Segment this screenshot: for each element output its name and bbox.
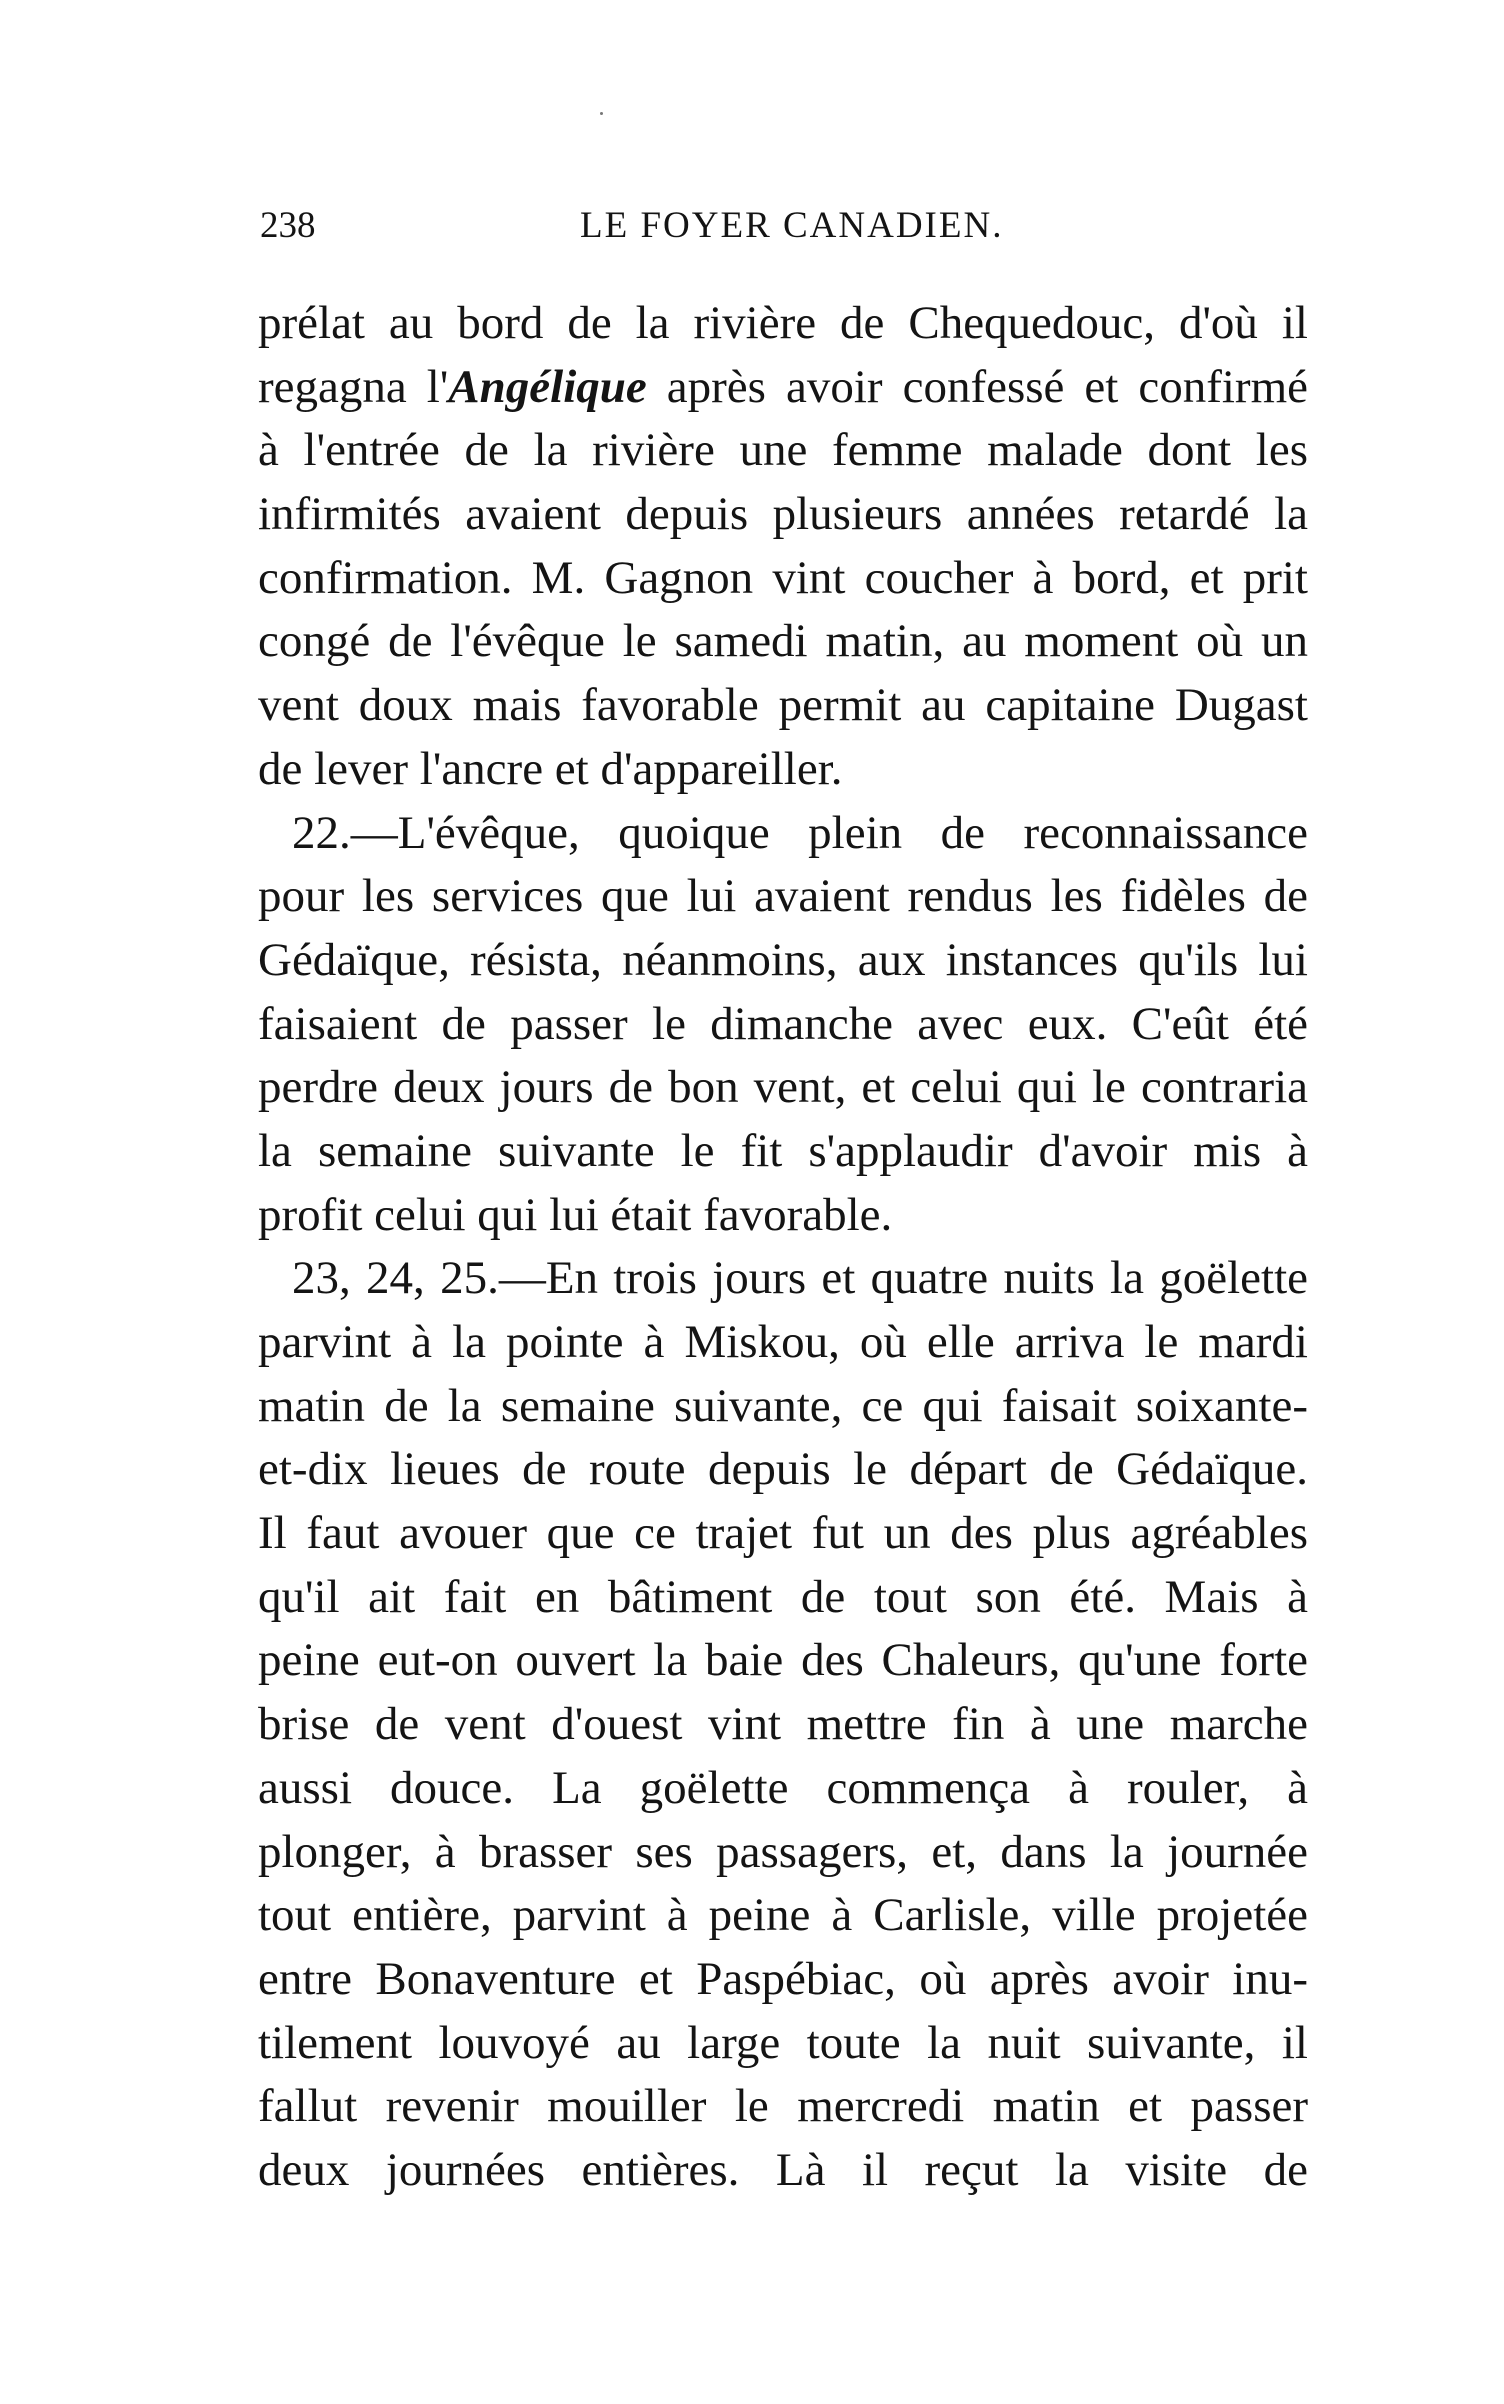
text-line: vent doux mais favorable permit au capitaine Dugast	[258, 679, 1308, 732]
body-text	[258, 292, 1308, 2203]
page-number: 238	[260, 205, 316, 246]
text-line: infirmités avaient depuis plusieurs années retardé la	[258, 488, 1308, 541]
text-line: à l'entrée de la rivière une femme malade dont les	[258, 424, 1308, 477]
print-speck	[600, 112, 603, 115]
text-line: regagna l'Angélique après avoir confessé et confirmé	[258, 360, 1309, 413]
text-line: confirmation. M. Gagnon vint coucher à bord, et prit	[258, 551, 1308, 604]
text-line: brise de vent d'ouest vint mettre fin à une marche	[258, 1698, 1308, 1751]
text-line: 23, 24, 25.—En trois jours et quatre nuits la goëlette	[292, 1252, 1308, 1305]
text-line: deux journées entières. Là il reçut la visite de	[258, 2143, 1308, 2196]
text-line: entre Bonaventure et Paspébiac, où après avoir inu-	[258, 1952, 1308, 2005]
text-line: profit celui qui lui était favorable.	[258, 1188, 893, 1241]
text-line: Gédaïque, résista, néanmoins, aux instances qu'ils lui	[258, 933, 1308, 986]
text-line: la semaine suivante le fit s'applaudir d'avoir mis à	[258, 1124, 1308, 1177]
text-line: tout entière, parvint à peine à Carlisle, ville projetée	[258, 1889, 1308, 1942]
text-line: perdre deux jours de bon vent, et celui qui le contraria	[258, 1061, 1308, 1114]
page-header	[260, 196, 1300, 256]
text-line: plonger, à brasser ses passagers, et, dans la journée	[258, 1825, 1308, 1878]
ship-name: Angélique	[448, 360, 647, 413]
running-title: LE FOYER CANADIEN.	[580, 205, 1004, 246]
text-line: tilement louvoyé au large toute la nuit suivante, il	[258, 2016, 1308, 2069]
text-line: prélat au bord de la rivière de Chequedouc, d'où il	[258, 297, 1308, 349]
text-line: de lever l'ancre et d'appareiller.	[258, 742, 843, 795]
text-line: congé de l'évêque le samedi matin, au moment où un	[258, 615, 1308, 668]
text-line: qu'il ait fait en bâtiment de tout son été. Mais à	[258, 1570, 1308, 1623]
text-line: fallut revenir mouiller le mercredi matin et passer	[258, 2080, 1308, 2133]
text-line: Il faut avouer que ce trajet fut un des plus agréables	[258, 1507, 1308, 1560]
text-line: parvint à la pointe à Miskou, où elle arriva le mardi	[258, 1316, 1308, 1368]
text-line: 22.—L'évêque, quoique plein de reconnaissance	[292, 806, 1308, 859]
text-line: et-dix lieues de route depuis le départ de Gédaïque.	[258, 1443, 1308, 1496]
text-line: pour les services que lui avaient rendus les fidèles de	[258, 870, 1308, 923]
text-line: peine eut-on ouvert la baie des Chaleurs, qu'une forte	[258, 1634, 1308, 1687]
text-line: faisaient de passer le dimanche avec eux. C'eût été	[258, 997, 1308, 1050]
text-line: aussi douce. La goëlette commença à rouler, à	[258, 1761, 1308, 1814]
text-line: matin de la semaine suivante, ce qui faisait soixante-	[258, 1379, 1308, 1432]
